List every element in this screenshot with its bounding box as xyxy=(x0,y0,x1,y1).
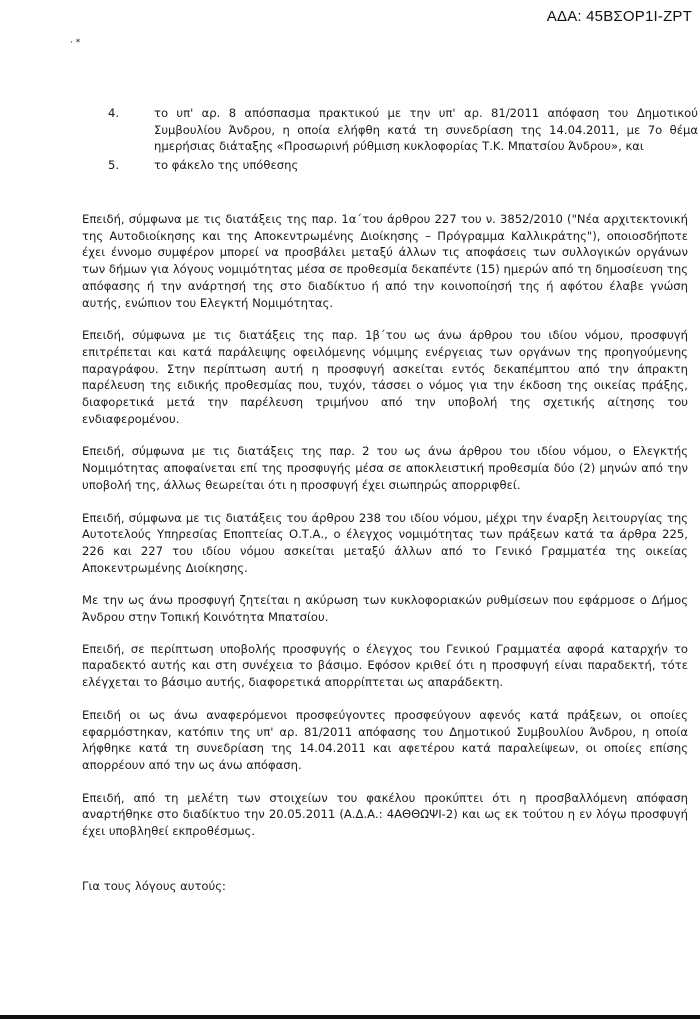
paragraph: Επειδή οι ως άνω αναφερόμενοι προσφεύγοντες προσφεύγουν αφενός κατά πράξεων, οι οποίες εφαρμόστηκαν, κατόπιν της υπ' αρ. 81/2011 απόφασης του Δημοτικού Συμβουλίου Άνδρου, η οποία λήφθηκε κατά τη συνεδρίαση της 14.04.2011 και αφετέρου κατά παραλείψεων, οι οποίες επίσης απορρέουν από την ως άνω απόφαση. xyxy=(82,707,688,772)
paragraph: Επειδή, σε περίπτωση υποβολής προσφυγής ο έλεγχος του Γενικού Γραμματέα αφορά καταρχήν το παραδεκτό αυτής και στη συνέχεια το βάσιμο. Εφόσον κριθεί ότι η προσφυγή είναι παραδεκτή, τότε ελέγχεται το βάσιμο αυτής, διαφορετικά απορρίπτεται ως απαράδεκτη. xyxy=(82,641,688,690)
paragraph: Επειδή, σύμφωνα με τις διατάξεις της παρ. 2 του ως άνω άρθρου του ιδίου νόμου, ο Ελεγκτής Νομιμότητας αποφαίνεται επί της προσφυγής μέσα σε αποκλειστική προθεσμία δύο (2) μηνών από την υποβολή της, άλλως θεωρείται ότι η προσφυγή έχει σιωπηρώς απορριφθεί. xyxy=(82,444,688,492)
paragraph: Επειδή, σύμφωνα με τις διατάξεις της παρ. 1α΄του άρθρου 227 του ν. 3852/2010 ("Νέα αρχιτεκτονική της Αυτοδιοίκησης και της Αποκεντρωμένης Διοίκησης – Πρόγραμμα Καλλικράτης"), οποιοσδήποτε έχει έννομο συμφέρον μπορεί να προσβάλει μεταξύ άλλων τις αποφάσεις των συλλογικών οργάνων των δήμων για λόγους νομιμότητας μέσα σε προθεσμία δεκαπέντε (15) ημερών από τη δημοσίευση της απόφασης ή την ανάρτησή της στο διαδίκτυο ή από την κοινοποίησή της ή αφότου έλαβε γνώση αυτής, ενώπιον του Ελεγκτή Νομιμότητας. xyxy=(82,212,688,310)
paragraph: Επειδή, σύμφωνα με τις διατάξεις της παρ. 1β΄του ως άνω άρθρου του ιδίου νόμου, προσφυγή επιτρέπεται και κατά παράλειψης οφειλόμενης νόμιμης ενέργειας των οργάνων της προηγούμενης παραγράφου. Στην περίπτωση αυτή η προσφυγή ασκείται εντός δεκαπέμπτου από την άπρακτη παρέλευση της ειδικής προθεσμίας που, τυχόν, τάσσει ο νόμος για την έκδοση της οικείας πράξης, διαφορετικά μετά την παρέλευση τριμήνου από την υποβολή της σχετικής αίτησης του ενδιαφερομένου. xyxy=(82,328,688,426)
ada-code: ΑΔΑ: 45ΒΣΟΡ1Ι-ΖΡΤ xyxy=(546,8,692,25)
list-item-number: 5. xyxy=(108,158,120,173)
document-body xyxy=(82,211,688,856)
list-item-text: το υπ' αρ. 8 απόσπασμα πρακτικού με την υπ' αρ. 81/2011 απόφαση του Δημοτικού Συμβουλίου Άνδρου, η οποία ελήφθη κατά τη συνεδρίαση της 14.04.2011, με 7ο θέμα ημερήσιας διάταξης «Προσωρινή ρύθμιση κυκλοφορίας Τ.Κ. Μπατσίου Άνδρου», και xyxy=(154,106,698,154)
list-item xyxy=(108,105,698,155)
list-item xyxy=(108,157,698,174)
scan-specks: · * xyxy=(70,38,81,48)
paragraph: Επειδή, σύμφωνα με τις διατάξεις του άρθρου 238 του ιδίου νόμου, μέχρι την έναρξη λειτουργίας της Αυτοτελούς Υπηρεσίας Εποπτείας Ο.Τ.Α., ο έλεγχος νομιμότητας των πράξεων κατά τα άρθρα 225, 226 και 227 του ιδίου νόμου ασκείται μεταξύ άλλων από το Γενικό Γραμματέα της οικείας Αποκεντρωμένης Διοίκησης. xyxy=(82,510,688,575)
list-item-number: 4. xyxy=(108,106,120,120)
scan-edge-bar xyxy=(0,1015,700,1019)
paragraph: Επειδή, από τη μελέτη των στοιχείων του φακέλου προκύπτει ότι η προσβαλλόμενη απόφαση αναρτήθηκε στο διαδίκτυο την 20.05.2011 (Α.Δ.Α.: 4ΑΘΘΩΨΙ-2) και ως εκ τούτου η εν λόγω προσφυγή έχει υποβληθεί εκπροθέσμως. xyxy=(82,790,688,839)
list-item-text: το φάκελο της υπόθεσης xyxy=(154,158,299,173)
attachment-list xyxy=(108,105,698,174)
paragraph: Με την ως άνω προσφυγή ζητείται η ακύρωση των κυκλοφοριακών ρυθμίσεων που εφάρμοσε ο Δήμος Άνδρου στην Τοπική Κοινότητα Μπατσίου. xyxy=(82,593,688,625)
closing-line: Για τους λόγους αυτούς: xyxy=(82,879,226,893)
